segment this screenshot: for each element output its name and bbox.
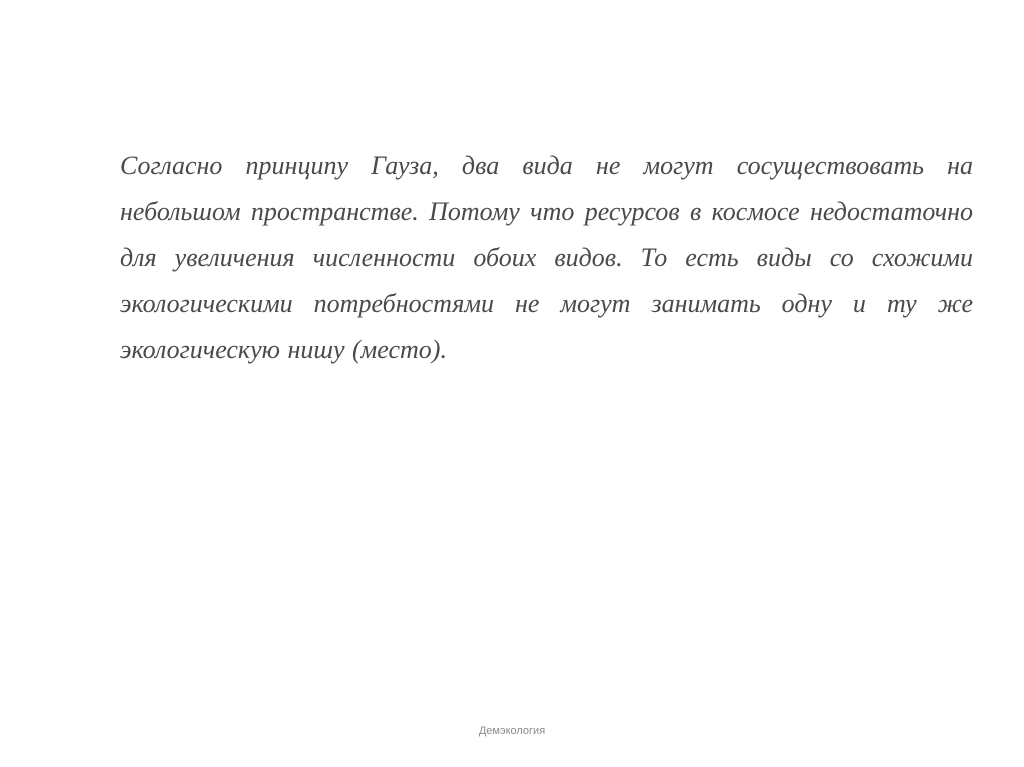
slide-footer: Демэкология <box>478 725 546 737</box>
slide-body-text: Согласно принципу Гауза, два вида не могут сосуществовать на небольшом пространстве. Потому что ресурсов в космосе недостаточно для увеличения численности обоих видов. То есть виды со схожими экологическими потребностями не могут занимать одну и ту же экологическую нишу (место). <box>120 151 973 364</box>
